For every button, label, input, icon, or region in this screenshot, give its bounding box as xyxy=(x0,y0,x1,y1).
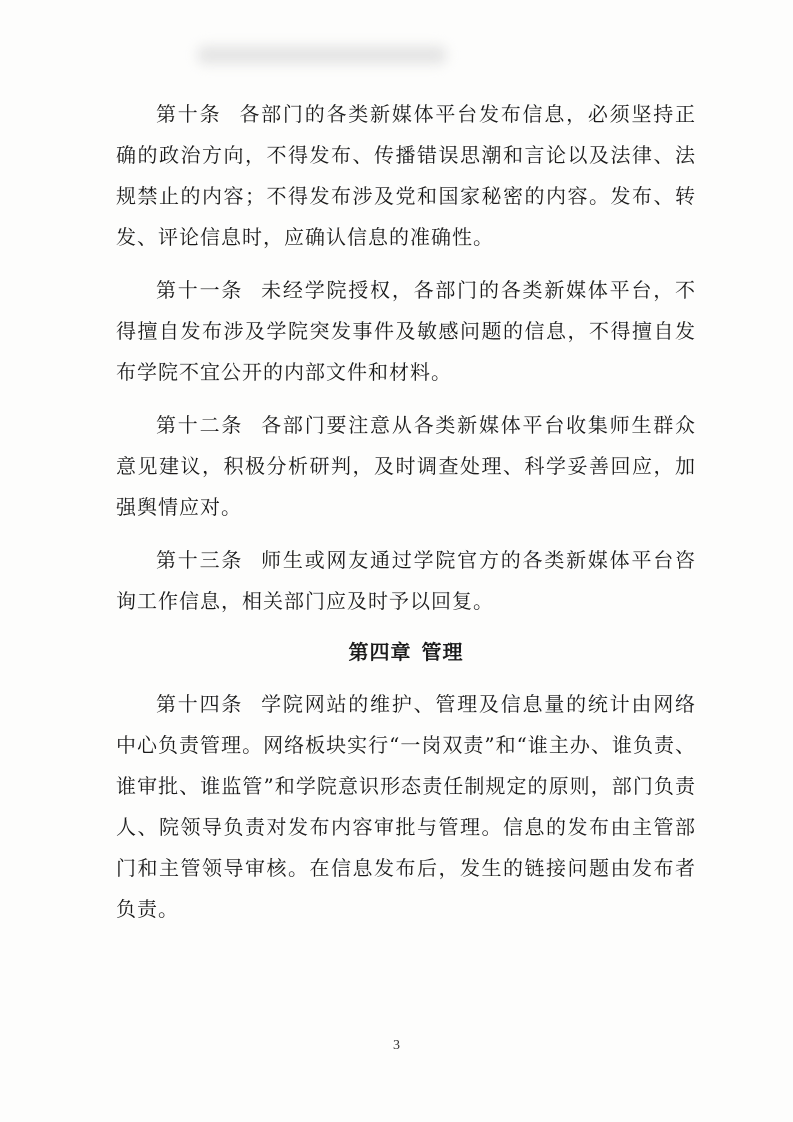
article-number: 第十三条 xyxy=(156,548,244,572)
article-text: 各部门要注意从各类新媒体平台收集师生群众意见建议，积极分析研判，及时调查处理、科学妥善回应，加强舆情应对。 xyxy=(116,413,697,519)
article-text: 学院网站的维护、管理及信息量的统计由网络中心负责管理。网络板块实行“一岗双责”和“谁主办、谁负责、谁审批、谁监管”和学院意识形态责任制规定的原则，部门负责人、院领导负责对发布内容审批与管理。信息的发布由主管部门和主管领导审核。在信息发布后，发生的链接问题由发布者负责。 xyxy=(116,692,697,921)
article-number: 第十一条 xyxy=(156,278,244,302)
article-13 xyxy=(116,540,696,622)
chapter-title: 管理 xyxy=(421,640,464,664)
document-body xyxy=(116,94,696,942)
chapter-heading xyxy=(116,634,696,670)
scan-smudge xyxy=(198,46,446,64)
article-number: 第十四条 xyxy=(156,692,244,716)
article-text: 未经学院授权，各部门的各类新媒体平台，不得擅自发布涉及学院突发事件及敏感问题的信息，不得擅自发布学院不宜公开的内部文件和材料。 xyxy=(116,278,697,384)
article-14 xyxy=(116,684,696,930)
article-11 xyxy=(116,270,696,393)
article-number: 第十二条 xyxy=(156,413,244,437)
article-number: 第十条 xyxy=(156,102,222,126)
article-10 xyxy=(116,94,696,258)
page-number: 3 xyxy=(393,1038,400,1053)
article-12 xyxy=(116,405,696,528)
chapter-number: 第四章 xyxy=(348,640,412,664)
article-text: 各部门的各类新媒体平台发布信息，必须坚持正确的政治方向，不得发布、传播错误思潮和言论以及法律、法规禁止的内容；不得发布涉及党和国家秘密的内容。发布、转发、评论信息时，应确认信息的准确性。 xyxy=(116,102,697,249)
article-text: 师生或网友通过学院官方的各类新媒体平台咨询工作信息，相关部门应及时予以回复。 xyxy=(116,548,697,613)
